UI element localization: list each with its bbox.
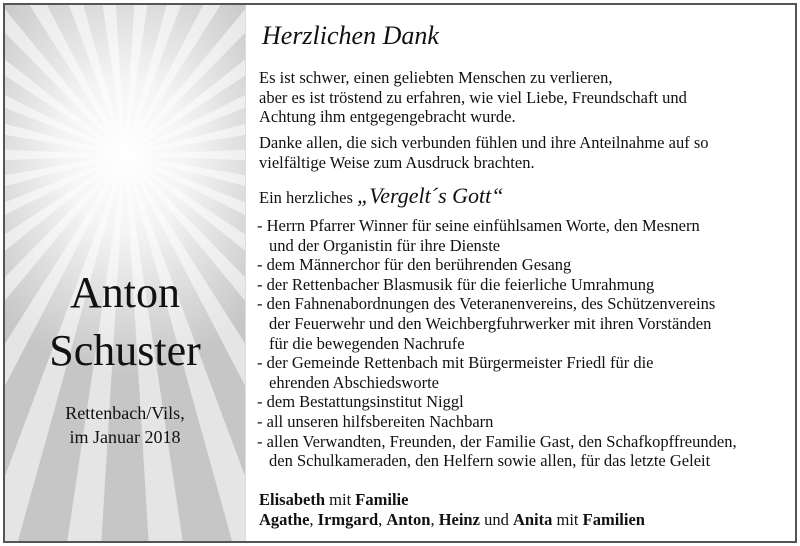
thanks-line: Danke allen, die sich verbunden fühlen und ihre Anteilnahme auf so (259, 133, 709, 152)
intro-line: Achtung ihm entgegengebracht wurde. (259, 107, 516, 126)
list-item-text: - der Rettenbacher Blasmusik für die feierliche Umrahmung (257, 274, 655, 294)
signature-name: Familien (582, 510, 645, 529)
list-item-text: - Herrn Pfarrer Winner für seine einfühlsamen Worte, den Mesnern (257, 216, 700, 235)
thanks-list-item (257, 353, 737, 392)
thanks-list-item (257, 275, 737, 295)
signature-connector: , (378, 510, 387, 529)
list-item-continuation: für die bewegenden Nachrufe (269, 333, 465, 353)
list-item-text: - allen Verwandten, Freunden, der Familie Gast, den Schafkopffreunden, (257, 431, 737, 451)
signature (259, 490, 645, 530)
memorial-panel (5, 5, 245, 541)
signature-name: Anton (386, 510, 431, 529)
list-item-text: - den Fahnenabordnungen des Veteranenvereins, des Schützenvereins (257, 294, 716, 314)
vergelts-gott-line (259, 183, 504, 211)
list-item-continuation: und der Organistin für ihre Dienste (269, 235, 501, 255)
signature-connector: mit (325, 490, 356, 509)
thanks-list-item (257, 255, 737, 275)
signature-connector: und (479, 510, 513, 529)
signature-line-2 (259, 510, 645, 530)
thanks-paragraph (259, 133, 709, 172)
list-item-text: - der Gemeinde Rettenbach mit Bürgermeister Friedl für die (257, 353, 654, 373)
signature-connector: mit (552, 510, 583, 529)
signature-name: Anita (512, 510, 553, 529)
thanks-list-item (257, 412, 737, 432)
signature-name: Agathe (259, 510, 310, 529)
signature-line-1 (259, 490, 645, 510)
thanks-list-item (257, 294, 737, 353)
obituary-card (3, 3, 797, 543)
heading: Herzlichen Dank (262, 21, 439, 50)
signature-connector: , (309, 510, 318, 529)
intro-line: Es ist schwer, einen geliebten Menschen zu verlieren, (259, 68, 613, 87)
list-item-continuation: der Feuerwehr und den Weichbergfuhrwerker mit ihren Vorständen (269, 313, 712, 333)
list-item-text: - dem Bestattungsinstitut Niggl (257, 392, 464, 412)
list-item-continuation: ehrenden Abschiedsworte (269, 372, 439, 392)
deceased-last-name: Schuster (49, 326, 201, 375)
signature-name: Irmgard (317, 510, 379, 529)
signature-name: Heinz (438, 510, 480, 529)
date-text: im Januar 2018 (69, 427, 181, 447)
thanks-list-item (257, 216, 737, 255)
vergelts-intro: Ein herzliches (259, 188, 358, 207)
place-text: Rettenbach/Vils, (65, 403, 185, 423)
thanks-list-item (257, 392, 737, 412)
thanks-panel (245, 5, 795, 541)
thanks-list-item (257, 432, 737, 471)
vergelts-phrase: „Vergelt´s Gott“ (357, 183, 504, 208)
signature-connector: , (430, 510, 439, 529)
thanks-list (257, 216, 737, 471)
list-item-continuation: den Schulkameraden, den Helfern sowie allen, für das letzte Geleit (269, 451, 711, 471)
intro-paragraph (259, 68, 687, 127)
list-item-text: - dem Männerchor für den berührenden Gesang (257, 255, 572, 275)
thanks-line: vielfältige Weise zum Ausdruck brachten. (259, 152, 535, 172)
deceased-first-name: Anton (70, 268, 180, 317)
signature-name: Familie (355, 490, 409, 509)
intro-line: aber es ist tröstend zu erfahren, wie viel Liebe, Freundschaft und (259, 87, 687, 107)
list-item-text: - all unseren hilfsbereiten Nachbarn (257, 411, 494, 431)
signature-name: Elisabeth (259, 490, 326, 509)
